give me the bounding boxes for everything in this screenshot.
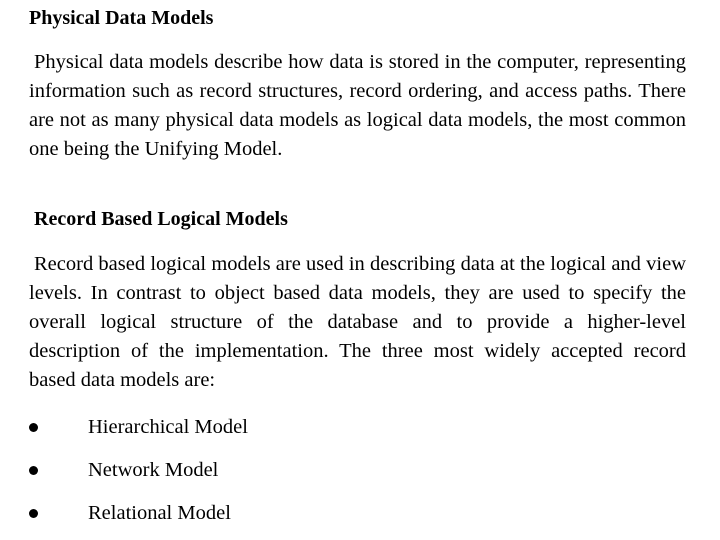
- section-heading-physical-data-models: Physical Data Models: [29, 7, 214, 29]
- list-item: [29, 449, 248, 492]
- bullet-icon: [29, 509, 38, 518]
- list-item-label: Relational Model: [88, 502, 231, 524]
- list-item-label: Hierarchical Model: [88, 416, 248, 438]
- section-heading-record-based-logical-models: Record Based Logical Models: [34, 208, 288, 230]
- list-item-label: Network Model: [88, 459, 219, 481]
- section-paragraph-physical-data-models: Physical data models describe how data is stored in the computer, representing information such as record structures, record ordering, and access paths. There are not as many physical data models as logical data models, the most common one being the Unifying Model.: [29, 51, 686, 160]
- models-bullet-list: [29, 406, 248, 535]
- list-item: [29, 406, 248, 449]
- section-paragraph-record-based-logical-models: Record based logical models are used in describing data at the logical and view levels. In contrast to object based data models, they are used to specify the overall logical structure of the database and to provide a higher-level description of the implementation. The three most widely accepted record based data models are:: [29, 253, 686, 391]
- bullet-icon: [29, 466, 38, 475]
- bullet-icon: [29, 423, 38, 432]
- list-item: [29, 492, 248, 535]
